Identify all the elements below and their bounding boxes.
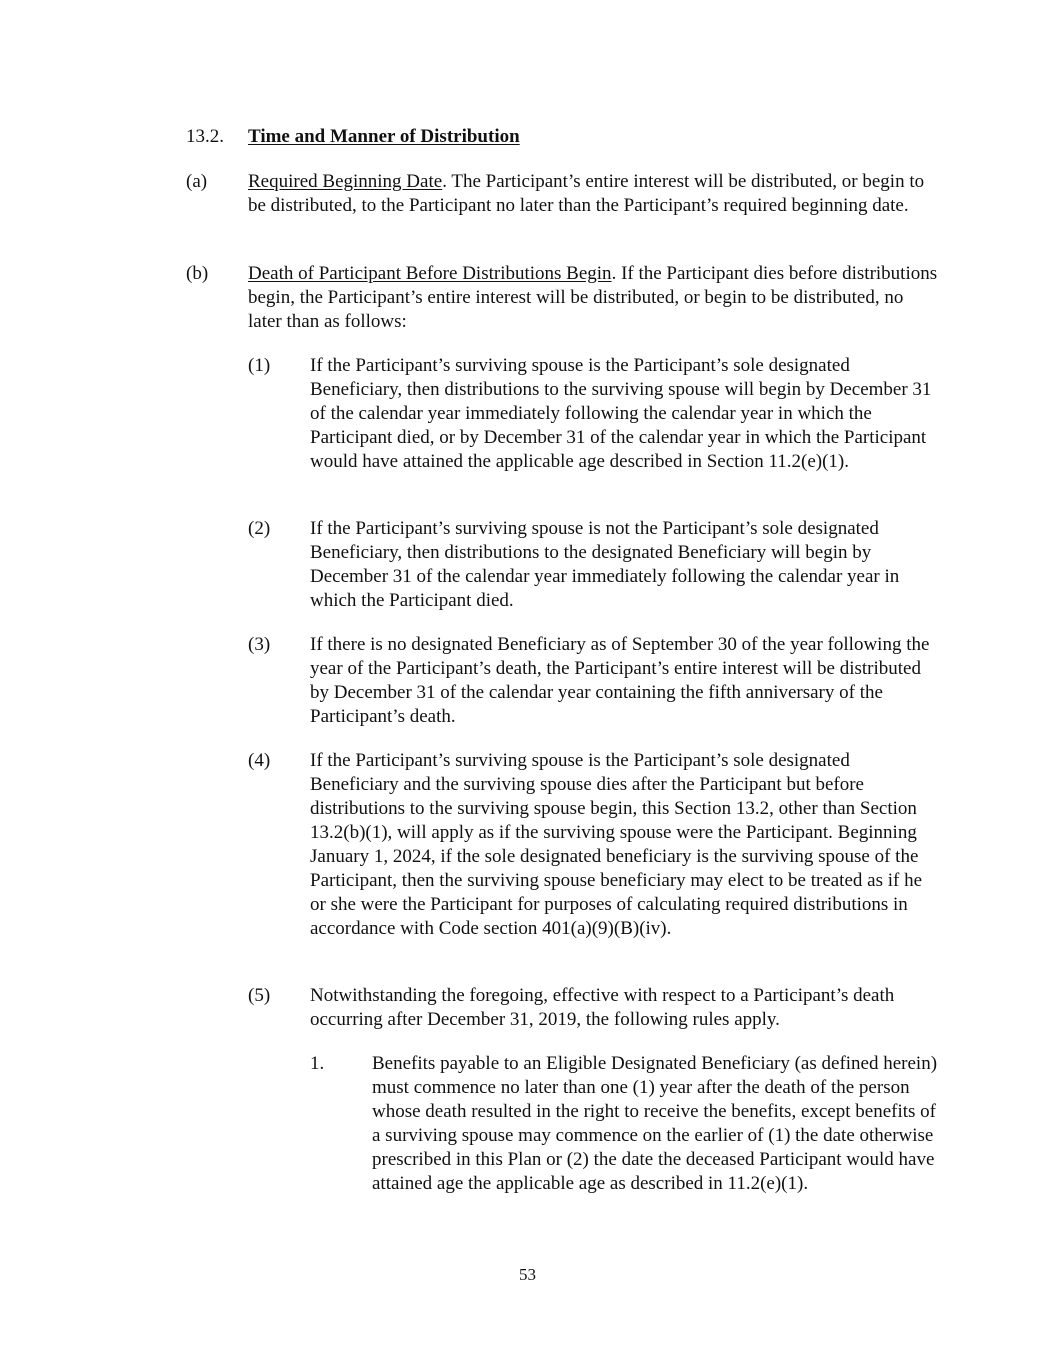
subparagraph-label: (2) (248, 518, 271, 539)
paragraph-heading: Required Beginning Date (248, 171, 443, 192)
paragraph-label: (b) (186, 263, 209, 284)
subparagraph-text: If there is no designated Beneficiary as of September 30 of the year following the year of the Participant’s death, the Participant’s entire interest will be distributed by December 31 of the calendar year containing the fifth anniversary of the Participant’s death. (310, 634, 930, 727)
page-number: 53 (519, 1265, 536, 1284)
rule-text: Benefits payable to an Eligible Designated Beneficiary (as defined herein) must commence no later than one (1) year after the death of the person whose death resulted in the right to receive the benefits, except benefits of a surviving spouse may commence on the earlier of (1) the date otherwise prescribed in this Plan or (2) the date the deceased Participant would have attained age the applicable age as described in 11.2(e)(1). (372, 1053, 938, 1194)
subparagraph-label: (5) (248, 985, 271, 1006)
subparagraph-label: (1) (248, 355, 271, 376)
subparagraph-text: Notwithstanding the foregoing, effective with respect to a Participant’s death occurring after December 31, 2019, the following rules apply. (310, 985, 895, 1030)
rule-label: 1. (310, 1053, 325, 1074)
subparagraph-text: If the Participant’s surviving spouse is the Participant’s sole designated Beneficiary and the surviving spouse dies after the Participant but before distributions to the surviving spouse begin, this Section 13.2, other than Section 13.2(b)(1), will apply as if the surviving spouse were the Participant. Beginning January 1, 2024, if the sole designated beneficiary is the surviving spouse of the Participant, then the surviving spouse beneficiary may elect to be treated as if he or she were the Participant for purposes of calculating required distributions in accordance with Code section 401(a)(9)(B)(iv). (310, 750, 923, 939)
paragraph-heading: Death of Participant Before Distributions Begin (248, 263, 612, 284)
section-title: Time and Manner of Distribution (248, 126, 520, 147)
paragraph-text: . The Participant’s entire interest will be distributed, or begin to be distributed, to the Participant no later than the Participant’s required beginning date. (248, 171, 925, 216)
paragraph-text: . If the Participant dies before distributions begin, the Participant’s entire interest will be distributed, or begin to be distributed, no later than as follows: (248, 263, 938, 332)
subparagraph-label: (3) (248, 634, 271, 655)
paragraph-body (248, 262, 938, 334)
subparagraph-text: If the Participant’s surviving spouse is not the Participant’s sole designated Beneficiary, then distributions to the designated Beneficiary will begin by December 31 of the calendar year immediately following the calendar year in which the Participant died. (310, 518, 900, 611)
paragraph-label: (a) (186, 171, 208, 192)
subparagraph-text: If the Participant’s surviving spouse is the Participant’s sole designated Beneficiary, then distributions to the surviving spouse will begin by December 31 of the calendar year immediately following the calendar year in which the Participant died, or by December 31 of the calendar year in which the Participant would have attained the applicable age described in Section 11.2(e)(1). (310, 355, 932, 472)
section-number: 13.2. (186, 126, 224, 147)
paragraph-body (248, 170, 938, 218)
subparagraph-label: (4) (248, 750, 271, 771)
